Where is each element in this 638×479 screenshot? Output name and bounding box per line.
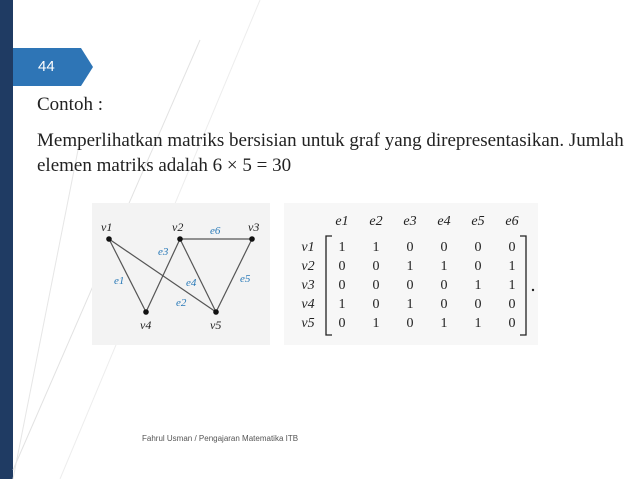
matrix-cell: 0 [474,297,482,312]
matrix-cell: 0 [474,259,482,274]
matrix-cell: 0 [440,278,448,293]
vertex-dot-v5 [213,309,219,315]
matrix-row-label: v1 [301,240,315,255]
matrix-right-bracket [520,236,526,335]
vertex-label-v1: v1 [101,220,113,234]
matrix-left-bracket [326,236,332,335]
matrix-row-label: v4 [301,297,315,312]
matrix-col-header: e1 [335,214,349,229]
matrix-cell: 1 [406,297,414,312]
matrix-cell: 1 [372,316,380,331]
vertex-label-v5: v5 [210,318,222,332]
matrix-cell: 1 [474,316,482,331]
matrix-cell: 0 [508,316,516,331]
matrix-cell: 0 [474,240,482,255]
vertex-label-v3: v3 [248,220,260,234]
edge-label-e3: e3 [158,246,169,258]
vertex-dot-v4 [143,309,149,315]
matrix-cell: 0 [338,259,346,274]
vertex-label-v4: v4 [140,318,152,332]
matrix-cell: 1 [338,297,346,312]
matrix-cell: 0 [372,278,380,293]
vertex-dot-v3 [249,236,255,242]
matrix-cell: 1 [508,278,516,293]
vertex-dot-v2 [177,236,183,242]
matrix-cell: 1 [372,240,380,255]
vertex-dot-v1 [106,236,112,242]
slide-body-text: Memperlihatkan matriks bersisian untuk graf yang direpresentasikan. Jumlah elemen matriks adalah 6 × 5 = 30 [37,130,624,176]
matrix-cell: 0 [440,297,448,312]
matrix-row-label: v2 [301,259,315,274]
matrix-cell: 0 [406,240,414,255]
matrix-cell: 0 [508,240,516,255]
matrix-cell: 1 [338,240,346,255]
edge-label-e1: e1 [114,275,125,287]
matrix-row-label: v5 [301,316,315,331]
vertex-label-v2: v2 [172,220,184,234]
graph-figure [92,203,270,345]
matrix-cell: 0 [338,316,346,331]
matrix-row-label: v3 [301,278,315,293]
matrix-col-header: e4 [437,214,451,229]
edge-label-e5: e5 [240,273,251,285]
matrix-cell: 1 [406,259,414,274]
matrix-cell: 0 [372,297,380,312]
matrix-cell: 0 [338,278,346,293]
matrix-col-header: e6 [505,214,519,229]
matrix-cell: 0 [406,278,414,293]
page-number: 44 [38,58,55,75]
matrix-cell: 1 [474,278,482,293]
matrix-cell: 0 [440,240,448,255]
matrix-cell: 0 [372,259,380,274]
matrix-col-header: e2 [369,214,383,229]
incidence-matrix-figure [284,203,538,345]
matrix-cell: 1 [440,259,448,274]
matrix-col-header: e5 [471,214,485,229]
matrix-cell: 0 [406,316,414,331]
edge-label-e4: e4 [186,277,197,289]
matrix-cell: 1 [440,316,448,331]
matrix-period-dot [532,289,534,291]
matrix-cell: 0 [508,297,516,312]
slide-footer: Fahrul Usman / Pengajaran Matematika ITB [142,434,299,443]
slide-heading: Contoh : [37,94,103,115]
edge-label-e6: e6 [210,225,221,237]
edge-label-e2: e2 [176,297,187,309]
matrix-col-header: e3 [403,214,417,229]
matrix-cell: 1 [508,259,516,274]
